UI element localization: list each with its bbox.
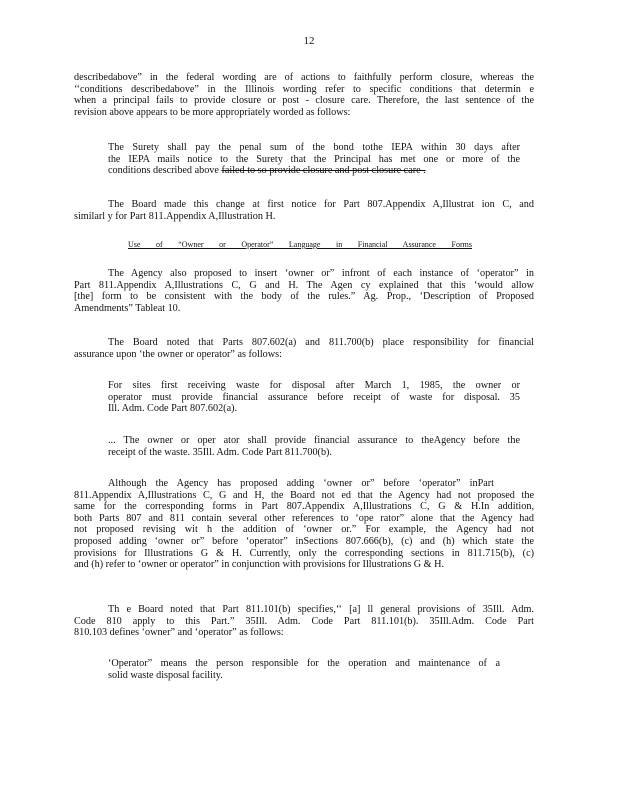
- quote-811-700b: [108, 435, 520, 458]
- text-line: operator must provide financial assurance before receipt of waste for disposal. 35: [108, 391, 520, 403]
- paragraph-board-noted-parts: [74, 337, 534, 360]
- text-line: when a principal fails to provide closure or post - closure care. Therefore, the last sentence of the: [74, 95, 534, 107]
- quote-operator-definition: [108, 658, 520, 681]
- quote-807-602a: [108, 380, 520, 415]
- text-line: [108, 165, 520, 177]
- text-line: Although the Agency has proposed adding ‘owner or” before ‘operator” inPart: [108, 478, 494, 489]
- text-line: similarl y for Part 811.Appendix A,Illustration H.: [74, 210, 276, 222]
- text-line: 810.103 defines ‘owner” and ‘operator” as follows:: [74, 627, 284, 639]
- text-line: The Agency also proposed to insert ‘owner or” infront of each instance of ‘operator” in: [108, 268, 534, 279]
- paragraph-agency-proposal: [74, 268, 534, 314]
- text-line: Part 811.Appendix A,Illustrations C, G and H. The Agen cy explained that this ‘would allow: [74, 279, 534, 291]
- text-line: ‘Operator” means the person responsible for the operation and maintenance of a: [108, 658, 500, 669]
- text-line: For sites first receiving waste for disposal after March 1, 1985, the owner or: [108, 380, 520, 391]
- paragraph-federal-wording: [74, 72, 534, 118]
- section-heading: Use of “Owner or Operator” Language in Financial Assurance Forms: [128, 240, 472, 249]
- quote-surety-revision: [108, 142, 520, 177]
- text-line: The Surety shall pay the penal sum of the bond tothe IEPA within 30 days after: [108, 142, 520, 153]
- text-line: Ill. Adm. Code Part 807.602(a).: [108, 403, 238, 415]
- text-line: assurance upon ‘the owner or operator” as follows:: [74, 348, 282, 360]
- text-line: revision above appears to be more appropriately worded as follows:: [74, 106, 351, 118]
- text-line: The Board noted that Parts 807.602(a) and 811.700(b) place responsibility for financial: [108, 337, 534, 348]
- text-line: provisions for Illustrations G & H. Currently, only the corresponding sections in 811.715(b), (c): [74, 547, 534, 559]
- text-line: both Parts 807 and 811 contain several other references to ‘ope rator” alone that the Agency had: [74, 512, 534, 524]
- text-line: not proposed revising wit h the addition of ‘owner or.” For example, the Agency had not: [74, 524, 534, 536]
- text-line: Code 810 apply to this Part.” 35Ill. Adm. Code Part 811.101(b). 35Ill.Adm. Code Part: [74, 615, 534, 627]
- text-line: solid waste disposal facility.: [108, 669, 223, 681]
- text-line: ... The owner or oper ator shall provide financial assurance to theAgency before the: [108, 435, 520, 446]
- text-line: 811.Appendix A,Illustrations C, G and H, the Board not ed that the Agency had not proposed the: [74, 489, 534, 501]
- text-line: [the] form to be consistent with the body of the rules.” Ag. Prop., ‘Description of Proposed: [74, 291, 534, 303]
- text-line: the IEPA mails notice to the Surety that the Principal has met one or more of the: [108, 153, 520, 165]
- text-line: Amendments” Tableat 10.: [74, 302, 181, 314]
- paragraph-although-agency: [74, 478, 534, 571]
- text-line: receipt of the waste. 35Ill. Adm. Code Part 811.700(b).: [108, 446, 332, 458]
- kept-text: conditions described above: [108, 165, 219, 177]
- page-number: 12: [303, 35, 315, 47]
- paragraph-board-change: [74, 199, 534, 222]
- text-line: The Board made this change at first notice for Part 807.Appendix A,Illustrat ion C, and: [108, 199, 534, 210]
- text-line: ‘‘conditions describedabove” in the Illinois wording refer to specific conditions that determin e: [74, 83, 534, 95]
- text-line: Th e Board noted that Part 811.101(b) specifies,‘‘ [a] ll general provisions of 35Ill. Adm.: [108, 604, 534, 615]
- paragraph-811-101b: [74, 604, 534, 639]
- text-line: proposed adding ‘owner or” before ‘operator” inSections 807.666(b), (c) and (h) which state the: [74, 535, 534, 547]
- text-line: and (h) refer to ‘owner or operator” in conjunction with provisions for Illustrations G & H.: [74, 559, 445, 571]
- text-line: describedabove” in the federal wording are of actions to faithfully perform closure, whereas the: [74, 72, 534, 83]
- text-line: same for the corresponding forms in Part 807.Appendix A,Illustrations C, G & H.In addition,: [74, 501, 534, 513]
- struck-text: failed to so provide closure and post closure care .: [221, 165, 426, 177]
